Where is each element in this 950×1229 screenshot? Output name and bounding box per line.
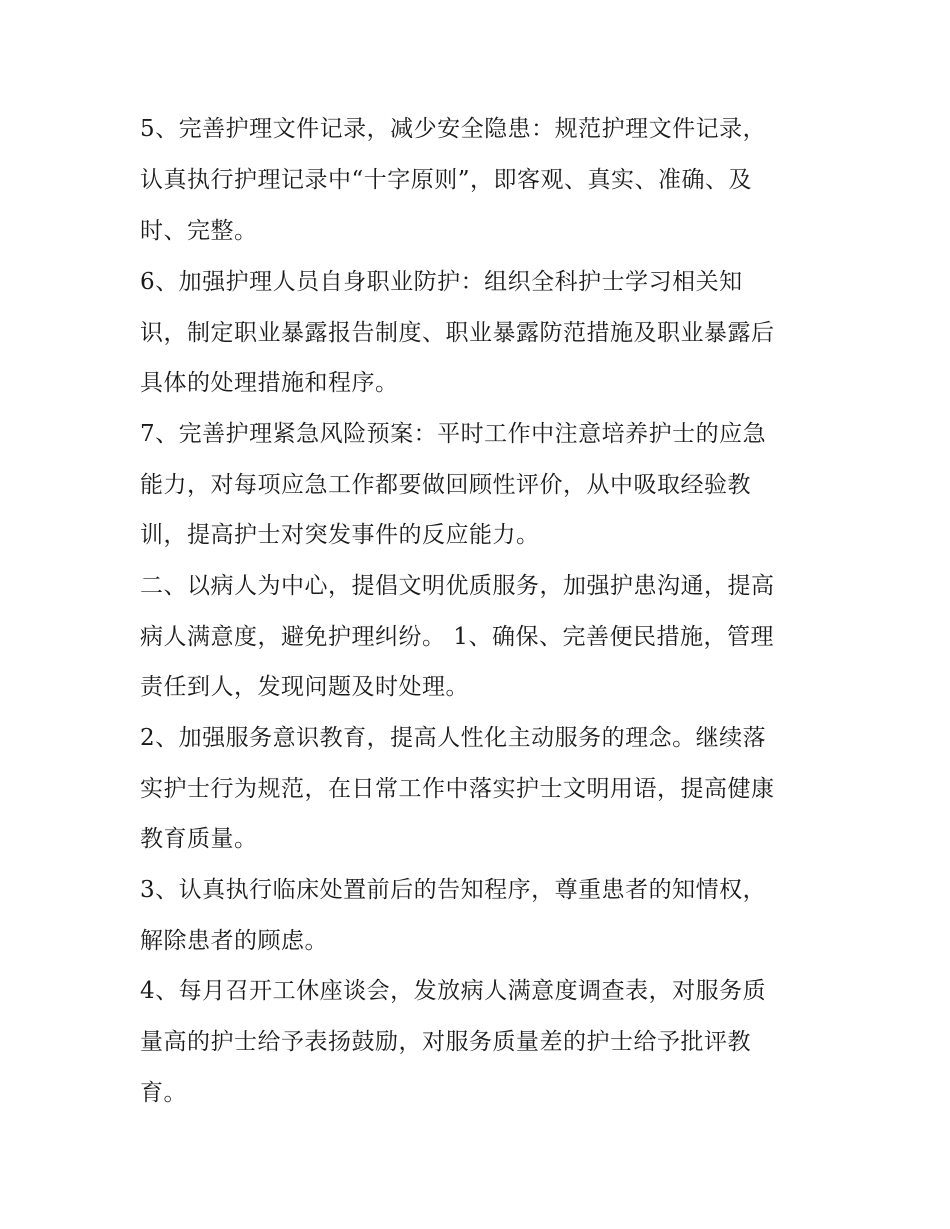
text-line: 教育质量。 — [140, 826, 258, 852]
text-line: 认真执行护理记录中“十字原则”，即客观、真实、准确、及 — [140, 167, 753, 193]
text-line: 实护士行为规范，在日常工作中落实护士文明用语，提高健康 — [140, 776, 775, 802]
text-line: 7、完善护理紧急风险预案：平时工作中注意培养护士的应急 — [140, 421, 767, 447]
text-line: 4、每月召开工休座谈会，发放病人满意度调查表，对服务质 — [140, 978, 767, 1004]
text-line: 5、完善护理文件记录，减少安全隐患：规范护理文件记录， — [140, 116, 767, 142]
text-line: 2、加强服务意识教育，提高人性化主动服务的理念。继续落 — [140, 725, 767, 751]
text-line: 具体的处理措施和程序。 — [140, 370, 399, 396]
text-line: 量高的护士给予表扬鼓励，对服务质量差的护士给予批评教 — [140, 1029, 751, 1055]
text-line: 6、加强护理人员自身职业防护：组织全科护士学习相关知 — [140, 269, 743, 295]
text-line: 3、认真执行临床处置前后的告知程序，尊重患者的知情权， — [140, 877, 767, 903]
text-line: 时、完整。 — [140, 218, 258, 244]
text-line: 二、以病人为中心，提倡文明优质服务，加强护患沟通，提高 — [140, 573, 775, 599]
text-line: 能力，对每项应急工作都要做回顾性评价，从中吸取经验教 — [140, 472, 751, 498]
text-line: 责任到人，发现问题及时处理。 — [140, 674, 469, 700]
text-line: 训，提高护士对突发事件的反应能力。 — [140, 522, 540, 548]
text-line: 育。 — [140, 1080, 187, 1106]
text-line: 解除患者的顾虑。 — [140, 928, 328, 954]
text-line: 病人满意度，避免护理纠纷。 1、确保、完善便民措施，管理 — [140, 624, 774, 650]
text-line: 识，制定职业暴露报告制度、职业暴露防范措施及职业暴露后 — [140, 320, 775, 346]
